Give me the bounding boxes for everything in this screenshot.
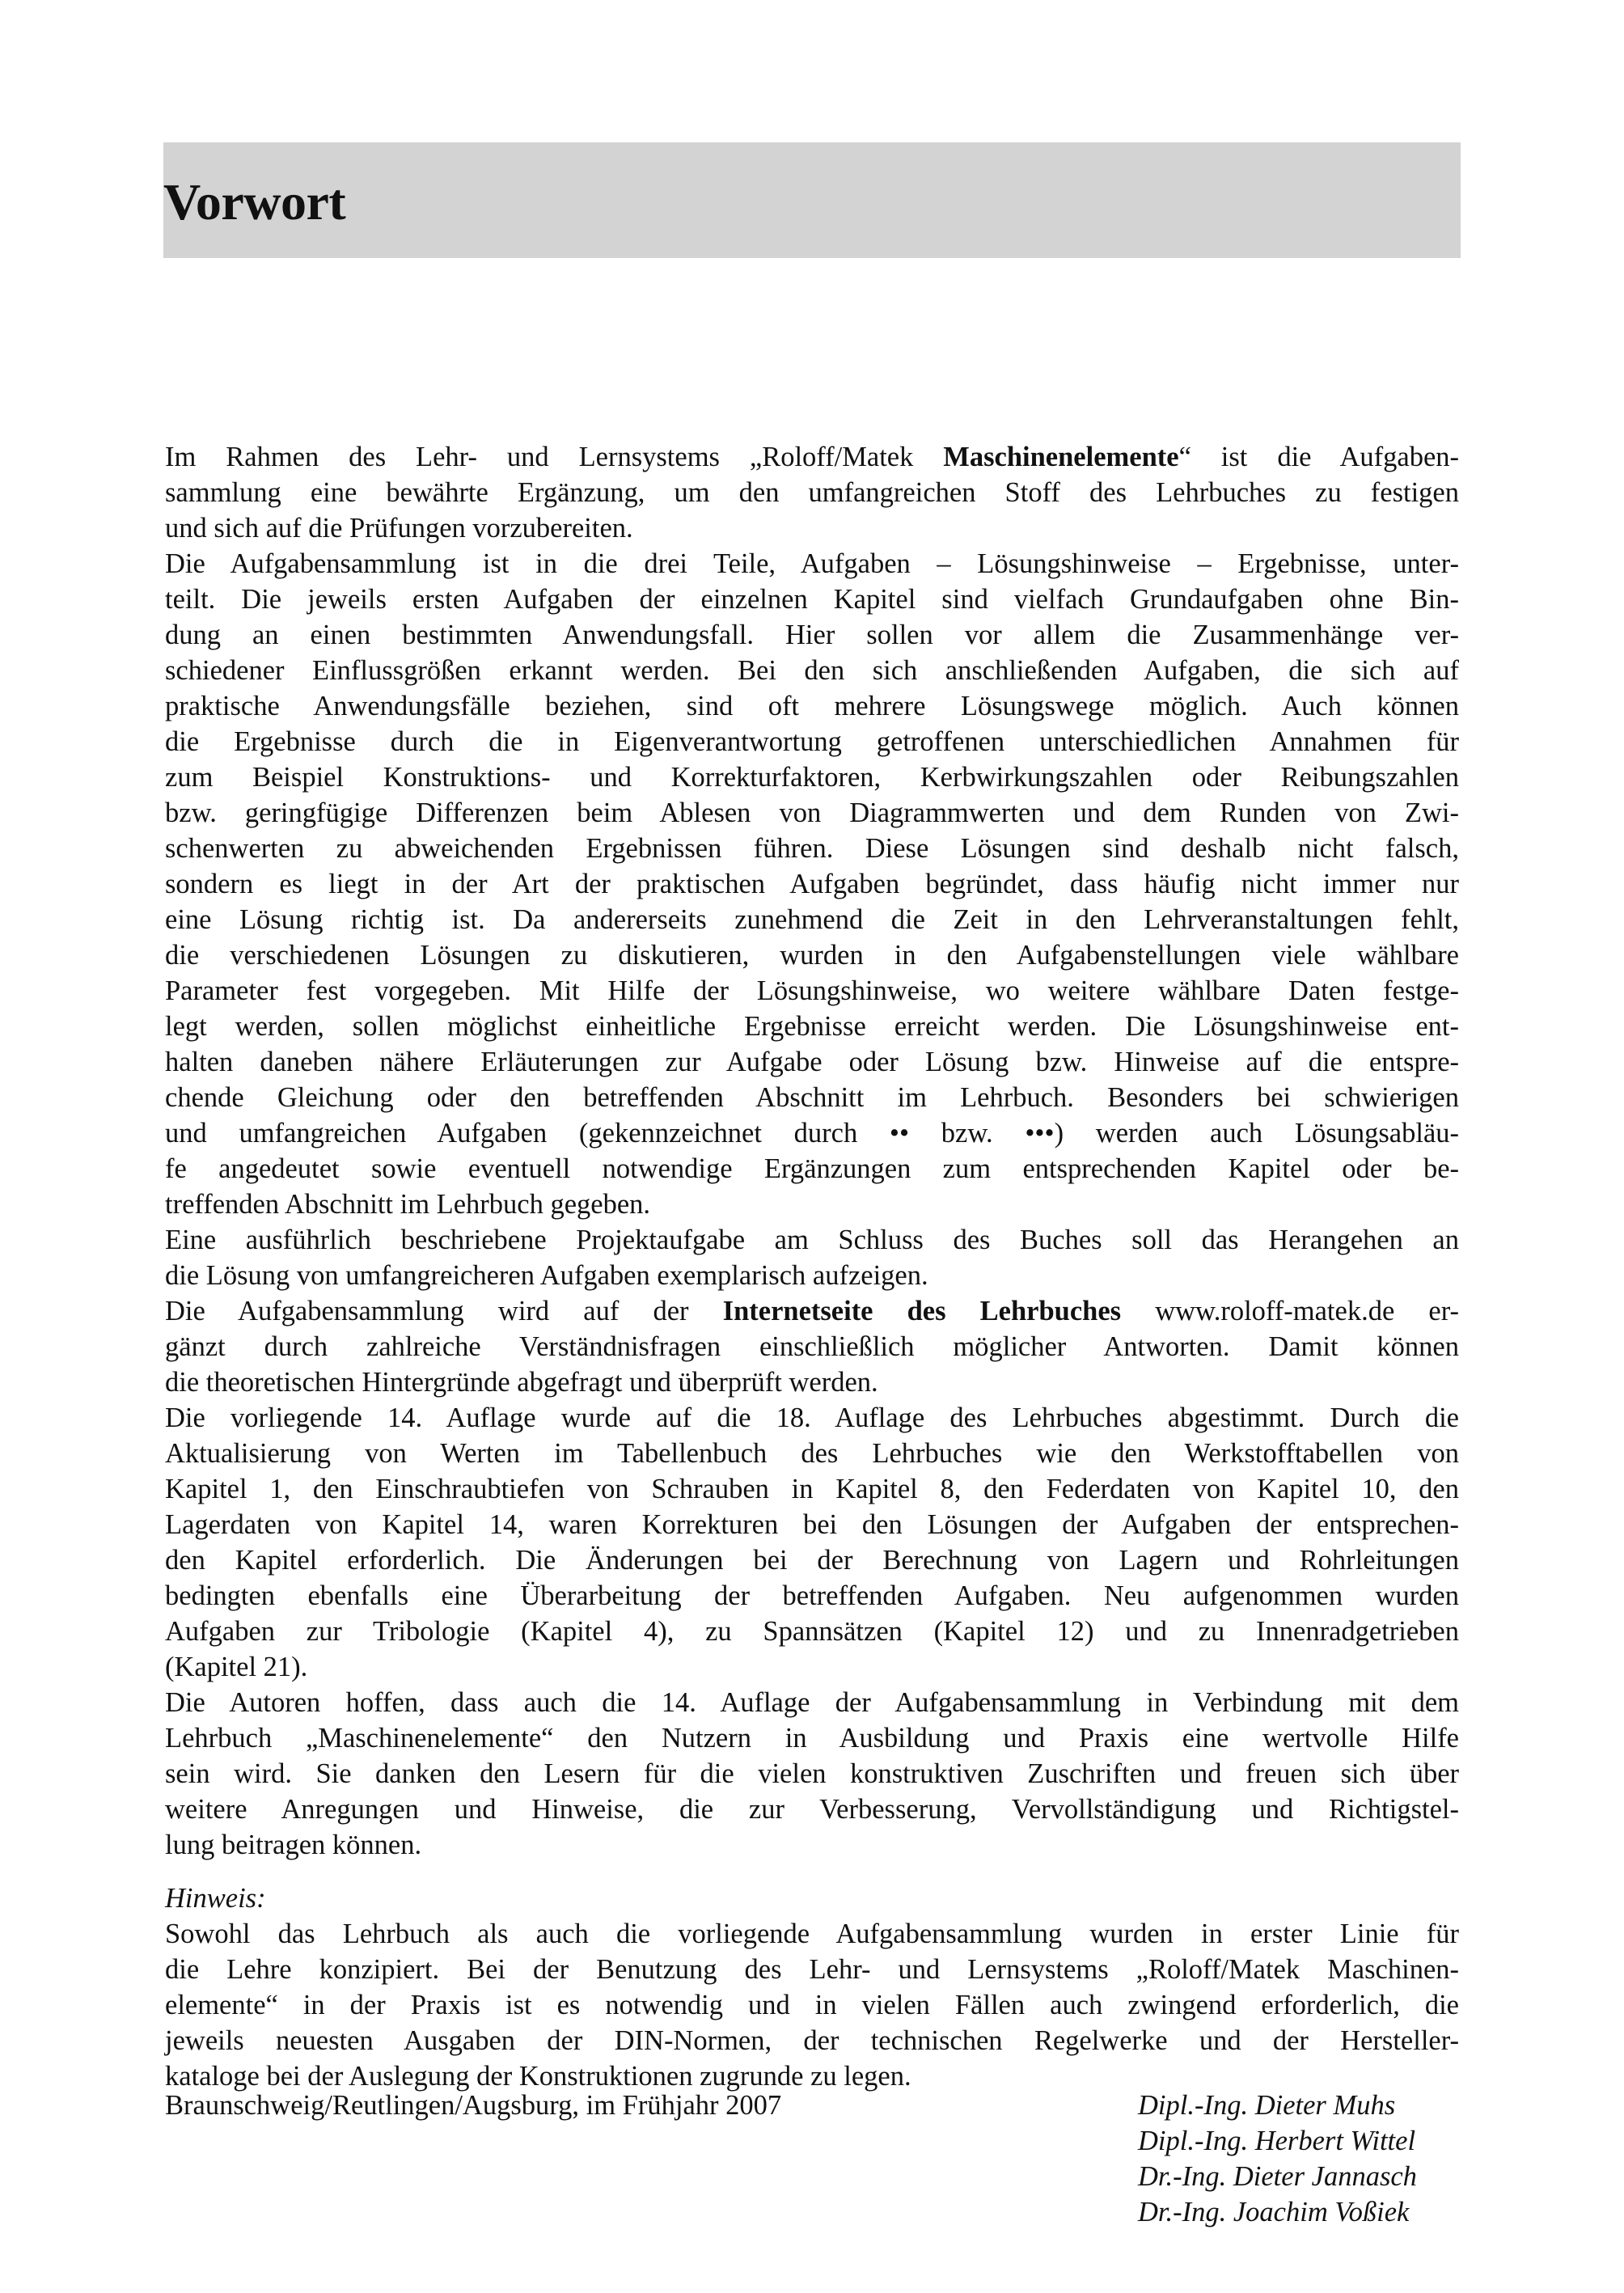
text-run: weitere Anregungen und Hinweise, die zur Verbesserung, Vervollständigung und Richtigstel-	[165, 1794, 1459, 1825]
text-run: legt werden, sollen möglichst einheitliche Ergebnisse erreicht werden. Die Lösungshinweise ent-	[165, 1011, 1459, 1042]
italic-heading: Hinweis:	[165, 1883, 266, 1914]
text-run: lung beitragen können.	[165, 1830, 422, 1860]
text-run: den Kapitel erforderlich. Die Änderungen bei der Berechnung von Lagern und Rohrleitungen	[165, 1545, 1459, 1576]
text-run: sein wird. Sie danken den Lesern für die vielen konstruktiven Zuschriften und freuen sich über	[165, 1758, 1459, 1789]
text-line	[165, 653, 1459, 688]
text-line	[165, 1987, 1459, 2023]
text-run: Im Rahmen des Lehr- und Lernsystems „Roloff/Matek	[165, 442, 944, 472]
text-line	[165, 902, 1459, 937]
author-name: Dr.-Ing. Dieter Jannasch	[1138, 2161, 1417, 2192]
text-run: teilt. Die jeweils ersten Aufgaben der einzelnen Kapitel sind vielfach Grundaufgaben ohne Bin-	[165, 584, 1459, 615]
text-run: Eine ausführlich beschriebene Projektaufgabe am Schluss des Buches soll das Herangehen an	[165, 1225, 1459, 1255]
text-run: zum Beispiel Konstruktions- und Korrekturfaktoren, Kerbwirkungszahlen oder Reibungszahlen	[165, 762, 1459, 793]
text-line	[165, 1471, 1459, 1507]
place-and-date: Braunschweig/Reutlingen/Augsburg, im Frühjahr 2007	[165, 2090, 782, 2121]
text-run: chende Gleichung oder den betreffenden Abschnitt im Lehrbuch. Besonders bei schwierigen	[165, 1082, 1459, 1113]
author-name: Dipl.-Ing. Dieter Muhs	[1138, 2090, 1396, 2121]
title-bar	[163, 142, 1461, 258]
text-line	[165, 973, 1459, 1009]
text-run: die Lösung von umfangreicheren Aufgaben exemplarisch aufzeigen.	[165, 1260, 928, 1291]
paragraph	[165, 1293, 1459, 1400]
text-line	[165, 1009, 1459, 1044]
text-run: Die Aufgabensammlung ist in die drei Teile, Aufgaben – Lösungshinweise – Ergebnisse, unter-	[165, 548, 1459, 579]
text-line	[165, 1792, 1459, 1827]
author-name: Dipl.-Ing. Herbert Wittel	[1138, 2126, 1416, 2156]
text-line	[165, 831, 1459, 866]
text-line	[165, 1756, 1459, 1792]
paragraph	[165, 439, 1459, 546]
text-run: sondern es liegt in der Art der praktischen Aufgaben begründet, dass häufig nicht immer nur	[165, 869, 1459, 899]
text-run: Aufgaben zur Tribologie (Kapitel 4), zu Spannsätzen (Kapitel 12) und zu Innenradgetrieben	[165, 1616, 1459, 1647]
text-line	[165, 1916, 1459, 1952]
paragraph	[165, 546, 1459, 1222]
text-line	[165, 439, 1459, 475]
text-line	[165, 475, 1459, 510]
text-line	[165, 1187, 1459, 1222]
text-run: Aktualisierung von Werten im Tabellenbuch des Lehrbuches wie den Werkstofftabellen von	[165, 1438, 1459, 1469]
text-line	[165, 1329, 1459, 1364]
text-line	[165, 617, 1459, 653]
text-run: fe angedeutet sowie eventuell notwendige Ergänzungen zum entsprechenden Kapitel oder be-	[165, 1153, 1459, 1184]
text-line	[165, 510, 1459, 546]
text-run: elemente“ in der Praxis ist es notwendig und in vielen Fällen auch zwingend erforderlich, die	[165, 1990, 1459, 2020]
text-line	[165, 1507, 1459, 1542]
text-line	[165, 795, 1459, 831]
text-line	[165, 1542, 1459, 1578]
text-line	[165, 1044, 1459, 1080]
text-run: treffenden Abschnitt im Lehrbuch gegeben.	[165, 1189, 651, 1220]
author-list	[1138, 2088, 1417, 2230]
paragraph	[165, 1881, 1459, 2094]
text-run: jeweils neuesten Ausgaben der DIN-Normen, der technischen Regelwerke und der Hersteller-	[165, 2025, 1459, 2056]
text-line	[165, 1881, 1459, 1916]
text-run: die Lehre konzipiert. Bei der Benutzung des Lehr- und Lernsystems „Roloff/Matek Maschinen-	[165, 1954, 1459, 1985]
text-run: eine Lösung richtig ist. Da andererseits zunehmend die Zeit in den Lehrveranstaltungen fehlt,	[165, 904, 1459, 935]
text-run: kataloge bei der Auslegung der Konstruktionen zugrunde zu legen.	[165, 2061, 911, 2092]
text-run: gänzt durch zahlreiche Verständnisfragen einschließlich möglicher Antworten. Damit können	[165, 1331, 1459, 1362]
text-line	[165, 866, 1459, 902]
text-run: dung an einen bestimmten Anwendungsfall. Hier sollen vor allem die Zusammenhänge ver-	[165, 620, 1459, 650]
paragraph	[165, 1685, 1459, 1863]
text-run: Kapitel 1, den Einschraubtiefen von Schrauben in Kapitel 8, den Federdaten von Kapitel 10, den	[165, 1474, 1459, 1504]
text-line	[165, 1436, 1459, 1471]
text-run: (Kapitel 21).	[165, 1652, 308, 1682]
text-line	[165, 1952, 1459, 1987]
text-line	[165, 1151, 1459, 1187]
text-run: Die Autoren hoffen, dass auch die 14. Auflage der Aufgabensammlung in Verbindung mit dem	[165, 1687, 1459, 1718]
text-run: Die vorliegende 14. Auflage wurde auf die 18. Auflage des Lehrbuches abgestimmt. Durch die	[165, 1402, 1459, 1433]
author-name: Dr.-Ing. Joachim Voßiek	[1138, 2197, 1410, 2227]
text-line	[165, 1258, 1459, 1293]
text-run: die Ergebnisse durch die in Eigenverantwortung getroffenen unterschiedlichen Annahmen für	[165, 726, 1459, 757]
text-line	[165, 1364, 1459, 1400]
text-line	[165, 759, 1459, 795]
text-line	[165, 1685, 1459, 1720]
text-line	[165, 1222, 1459, 1258]
text-run: Parameter fest vorgegeben. Mit Hilfe der Lösungshinweise, wo weitere wählbare Daten festge-	[165, 975, 1459, 1006]
text-line	[165, 582, 1459, 617]
bold-text-run: Internetseite des Lehrbuches	[722, 1296, 1122, 1326]
text-run: Lagerdaten von Kapitel 14, waren Korrekturen bei den Lösungen der Aufgaben der entsprechen-	[165, 1509, 1459, 1540]
text-line	[165, 2023, 1459, 2058]
text-run: sammlung eine bewährte Ergänzung, um den umfangreichen Stoff des Lehrbuches zu festigen	[165, 477, 1459, 508]
text-run: Die Aufgabensammlung wird auf der	[165, 1296, 723, 1326]
text-run: und umfangreichen Aufgaben (gekennzeichnet durch •• bzw. •••) werden auch Lösungsabläu-	[165, 1118, 1459, 1149]
text-run: Lehrbuch „Maschinenelemente“ den Nutzern in Ausbildung und Praxis eine wertvolle Hilfe	[165, 1723, 1459, 1754]
text-line	[165, 1115, 1459, 1151]
text-run: halten daneben nähere Erläuterungen zur Aufgabe oder Lösung bzw. Hinweise auf die entspre-	[165, 1047, 1459, 1077]
text-line	[165, 1293, 1459, 1329]
text-line	[165, 1080, 1459, 1115]
text-line	[165, 1649, 1459, 1685]
text-line	[165, 937, 1459, 973]
text-line	[165, 1614, 1459, 1649]
text-line	[165, 1578, 1459, 1614]
bold-text-run: Maschinenelemente	[943, 442, 1179, 472]
text-line	[165, 688, 1459, 724]
text-run: Sowohl das Lehrbuch als auch die vorliegende Aufgabensammlung wurden in erster Linie für	[165, 1919, 1459, 1949]
paragraph	[165, 1222, 1459, 1293]
text-run: bzw. geringfügige Differenzen beim Ablesen von Diagrammwerten und dem Runden von Zwi-	[165, 797, 1459, 828]
text-run: “ ist die Aufgaben-	[1178, 442, 1459, 472]
paragraph	[165, 1400, 1459, 1685]
text-run: bedingten ebenfalls eine Überarbeitung der betreffenden Aufgaben. Neu aufgenommen wurden	[165, 1580, 1459, 1611]
text-run: schenwerten zu abweichenden Ergebnissen führen. Diese Lösungen sind deshalb nicht falsch,	[165, 833, 1459, 864]
preface-body	[165, 439, 1459, 2094]
text-line	[165, 724, 1459, 759]
text-line	[165, 1400, 1459, 1436]
text-run: und sich auf die Prüfungen vorzubereiten.	[165, 513, 633, 544]
text-run: www.roloff-matek.de er-	[1121, 1296, 1459, 1326]
text-run: praktische Anwendungsfälle beziehen, sind oft mehrere Lösungswege möglich. Auch können	[165, 691, 1459, 721]
text-run: schiedener Einflussgrößen erkannt werden. Bei den sich anschließenden Aufgaben, die sich auf	[165, 655, 1459, 686]
text-line	[165, 1827, 1459, 1863]
text-line	[165, 546, 1459, 582]
text-run: die theoretischen Hintergründe abgefragt und überprüft werden.	[165, 1367, 878, 1398]
page-title: Vorwort	[163, 173, 346, 231]
text-run: die verschiedenen Lösungen zu diskutieren, wurden in den Aufgabenstellungen viele wählbare	[165, 940, 1459, 971]
text-line	[165, 1720, 1459, 1756]
